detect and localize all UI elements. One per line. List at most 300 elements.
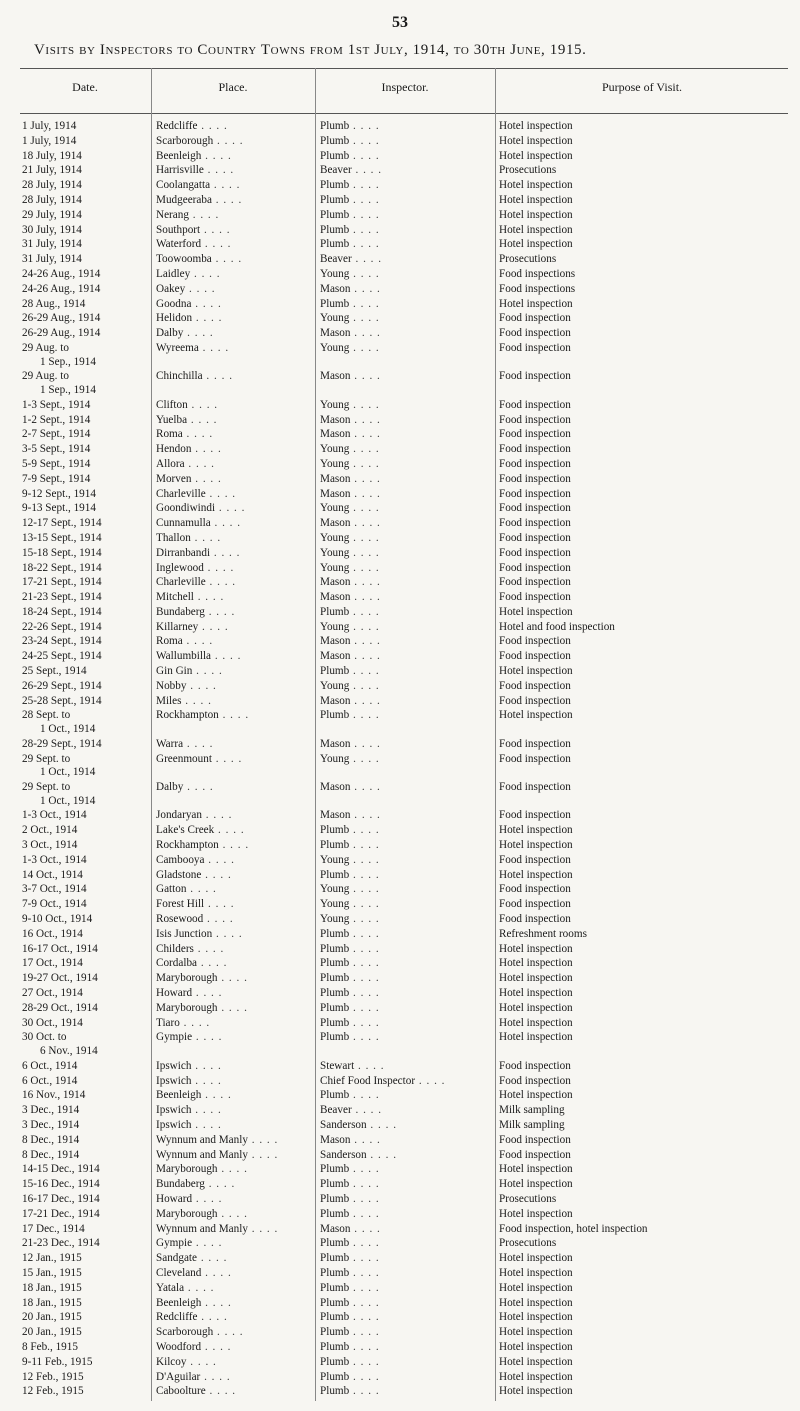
visit-place: Mitchell . . <box>156 591 312 605</box>
visit-date-line: 14-15 Dec., 1914 <box>22 1163 100 1176</box>
table-row <box>0 709 800 737</box>
visit-purpose: Hotel inspection <box>499 1311 573 1324</box>
visit-inspector: Plumb . . <box>320 987 492 1001</box>
table-row <box>0 781 800 809</box>
visit-date <box>22 194 150 208</box>
visit-inspector: Plumb . . <box>320 1017 492 1031</box>
visit-inspector: Stewart . . <box>320 1060 492 1074</box>
visit-date-line: 3 Dec., 1914 <box>22 1118 80 1131</box>
visit-place: Gladstone . . <box>156 869 312 883</box>
visit-place: Tiaro . . <box>156 1017 312 1031</box>
visit-date <box>22 695 150 709</box>
visit-date-line: 9-12 Sept., 1914 <box>22 487 96 500</box>
visit-date <box>22 327 150 341</box>
visit-date <box>22 179 150 193</box>
visit-date <box>22 972 150 986</box>
visit-inspector: Plumb . . <box>320 1193 492 1207</box>
visit-date <box>22 854 150 868</box>
visit-date-line: 27 Oct., 1914 <box>22 987 83 999</box>
visit-place: Rockhampton . . <box>156 709 312 723</box>
visit-purpose: Hotel inspection <box>499 1001 573 1014</box>
visit-inspector: Mason . . <box>320 591 492 605</box>
table-row <box>0 1341 800 1356</box>
visit-date <box>22 443 150 457</box>
visit-date-line: 9-11 Feb., 1915 <box>22 1355 93 1368</box>
visit-date-line: 29 Aug. to <box>22 341 69 354</box>
visit-date <box>22 298 150 312</box>
visit-purpose: Hotel inspection <box>499 223 573 236</box>
table-row <box>0 1267 800 1282</box>
visit-date <box>22 591 150 605</box>
visit-date <box>22 488 150 502</box>
visit-purpose: Prosecutions <box>499 1192 557 1205</box>
visit-date-line: 1-3 Sept., 1914 <box>22 398 91 411</box>
visit-inspector: Sanderson . . <box>320 1119 492 1133</box>
table-row <box>0 1385 800 1400</box>
visit-date-line: 5-9 Sept., 1914 <box>22 457 91 470</box>
visit-date <box>22 120 150 134</box>
visit-date-line: 30 Oct., 1914 <box>22 1016 83 1029</box>
visit-purpose: Food inspections <box>499 282 576 295</box>
visit-inspector: Beaver . . <box>320 253 492 267</box>
visit-date-line: 17-21 Sept., 1914 <box>22 576 102 589</box>
visit-date-line: 17-21 Dec., 1914 <box>22 1207 100 1220</box>
visit-place: Scarborough . . <box>156 135 312 149</box>
visit-date <box>22 1149 150 1163</box>
visit-inspector: Plumb . . <box>320 120 492 134</box>
visit-place: Southport . . <box>156 224 312 238</box>
visit-date <box>22 1326 150 1340</box>
visit-inspector: Plumb . . <box>320 928 492 942</box>
visit-date-line: 21 July, 1914 <box>22 164 82 177</box>
visit-date-line: 3-7 Oct., 1914 <box>22 883 87 896</box>
visit-date-line: 18-22 Sept., 1914 <box>22 561 102 574</box>
visit-purpose: Hotel inspection <box>499 149 573 162</box>
visit-purpose: Food inspection <box>499 487 571 500</box>
visit-date-line: 3-5 Sept., 1914 <box>22 443 91 456</box>
visit-date-line: 31 July, 1914 <box>22 253 82 266</box>
visit-inspector: Plumb . . <box>320 1385 492 1399</box>
table-row <box>0 1297 800 1312</box>
visit-date-line: 28-29 Sept., 1914 <box>22 737 102 750</box>
visit-date-line: 28 July, 1914 <box>22 193 82 206</box>
visit-inspector: Mason . . <box>320 1134 492 1148</box>
visit-place: Forest Hill . . <box>156 898 312 912</box>
table-row <box>0 120 800 135</box>
visit-purpose: Prosecutions <box>499 253 557 266</box>
visit-purpose: Food inspection <box>499 635 571 648</box>
visit-date <box>22 665 150 679</box>
visit-date <box>22 517 150 531</box>
visit-inspector: Chief Food Inspector . . <box>320 1075 492 1089</box>
table-row <box>0 312 800 327</box>
visit-inspector: Plumb . . <box>320 1297 492 1311</box>
visit-date-line: 7-9 Oct., 1914 <box>22 898 87 911</box>
table-row <box>0 576 800 591</box>
visit-purpose: Food inspection <box>499 457 571 470</box>
visit-inspector: Plumb . . <box>320 1163 492 1177</box>
table-row <box>0 342 800 370</box>
column-header-purpose: Purpose of Visit. <box>601 80 683 94</box>
visit-inspector: Plumb . . <box>320 1178 492 1192</box>
visit-inspector: Young . . <box>320 547 492 561</box>
table-row <box>0 753 800 781</box>
visit-purpose: Hotel inspection <box>499 208 573 221</box>
visit-place: Roma . . <box>156 428 312 442</box>
visit-purpose: Hotel inspection <box>499 1163 573 1176</box>
visit-inspector: Mason . . <box>320 738 492 752</box>
visit-inspector: Plumb . . <box>320 1252 492 1266</box>
visit-date <box>22 238 150 252</box>
visit-date <box>22 809 150 823</box>
visit-place: Morven . . <box>156 473 312 487</box>
visit-place: Oakey . . <box>156 283 312 297</box>
visit-date-line: 7-9 Sept., 1914 <box>22 472 91 485</box>
visit-place: Ipswich . . <box>156 1060 312 1074</box>
visit-purpose: Hotel inspection <box>499 665 573 678</box>
table-row <box>0 1252 800 1267</box>
visit-date-line: 26-29 Sept., 1914 <box>22 679 102 692</box>
visit-date <box>22 1208 150 1222</box>
table-row <box>0 635 800 650</box>
visit-place: Cambooya . . <box>156 854 312 868</box>
visit-date-line: 1-2 Sept., 1914 <box>22 413 91 426</box>
visit-date <box>22 781 150 808</box>
visit-place: Allora . . <box>156 458 312 472</box>
visit-purpose: Hotel inspection <box>499 1385 573 1398</box>
visit-purpose: Hotel inspection <box>499 987 573 999</box>
table-row <box>0 809 800 824</box>
visit-inspector: Mason . . <box>320 809 492 823</box>
table-row <box>0 1371 800 1386</box>
table-row <box>0 1193 800 1208</box>
visit-date-line: 12 Feb., 1915 <box>22 1370 84 1383</box>
visit-inspector: Mason . . <box>320 370 492 384</box>
visit-place: Yatala . . <box>156 1282 312 1296</box>
visit-date-line: 1 Oct., 1914 <box>40 794 96 807</box>
visit-place: Childers . . <box>156 943 312 957</box>
visit-purpose: Food inspection <box>499 1059 571 1072</box>
visit-date-line: 16 Nov., 1914 <box>22 1089 86 1102</box>
visit-place: Yuelba . . <box>156 414 312 428</box>
visit-purpose: Hotel inspection <box>499 1370 573 1383</box>
visit-purpose: Food inspection <box>499 443 571 456</box>
visit-date <box>22 1002 150 1016</box>
visit-purpose: Milk sampling <box>499 1118 565 1131</box>
table-row <box>0 194 800 209</box>
visit-purpose: Hotel inspection <box>499 824 573 837</box>
visit-inspector: Plumb . . <box>320 1341 492 1355</box>
visit-date <box>22 1223 150 1237</box>
visit-inspector: Plumb . . <box>320 1371 492 1385</box>
visit-date-line: 16 Oct., 1914 <box>22 927 83 940</box>
table-row <box>0 532 800 547</box>
table-row <box>0 1119 800 1134</box>
visit-purpose: Hotel inspection <box>499 957 573 970</box>
visit-inspector: Mason . . <box>320 327 492 341</box>
table-row <box>0 972 800 987</box>
visit-date-line: 9-10 Oct., 1914 <box>22 913 93 926</box>
visit-place: Wynnum and Manly . . <box>156 1149 312 1163</box>
visit-date <box>22 943 150 957</box>
visit-inspector: Mason . . <box>320 1223 492 1237</box>
visit-date <box>22 399 150 413</box>
visit-place: Miles . . <box>156 695 312 709</box>
visit-inspector: Plumb . . <box>320 1002 492 1016</box>
visit-inspector: Young . . <box>320 312 492 326</box>
visit-date <box>22 1237 150 1251</box>
visit-date-line: 6 Oct., 1914 <box>22 1059 78 1072</box>
visit-inspector: Mason . . <box>320 650 492 664</box>
table-row <box>0 621 800 636</box>
table-row <box>0 502 800 517</box>
table-top-rule <box>20 68 788 69</box>
table-row <box>0 1223 800 1238</box>
visit-inspector: Plumb . . <box>320 957 492 971</box>
visit-inspector: Mason . . <box>320 414 492 428</box>
visit-place: Roma . . <box>156 635 312 649</box>
visit-purpose: Food inspection <box>499 413 571 426</box>
table-row <box>0 606 800 621</box>
visit-date <box>22 312 150 326</box>
visit-date-line: 15-16 Dec., 1914 <box>22 1178 100 1191</box>
visit-place: Maryborough . . <box>156 1002 312 1016</box>
visit-date <box>22 1311 150 1325</box>
visit-purpose: Hotel and food inspection <box>499 620 615 633</box>
visit-date-line: 15-18 Sept., 1914 <box>22 546 102 559</box>
visit-date-line: 19-27 Oct., 1914 <box>22 972 98 985</box>
table-row <box>0 370 800 398</box>
visit-purpose: Prosecutions <box>499 1237 557 1250</box>
column-header-inspector: Inspector. <box>381 80 429 94</box>
visit-date-line: 18 July, 1914 <box>22 149 82 162</box>
visit-purpose: Hotel inspection <box>499 134 573 147</box>
visit-inspector: Plumb . . <box>320 298 492 312</box>
visit-date <box>22 428 150 442</box>
visit-date-line: 8 Feb., 1915 <box>22 1340 78 1353</box>
table-row <box>0 135 800 150</box>
visit-inspector: Plumb . . <box>320 179 492 193</box>
visit-date-line: 18 Jan., 1915 <box>22 1296 82 1309</box>
visit-purpose: Hotel inspection <box>499 1178 573 1191</box>
visit-date-line: 24-26 Aug., 1914 <box>22 267 101 280</box>
visit-date-line: 24-26 Aug., 1914 <box>22 282 101 295</box>
visit-inspector: Plumb . . <box>320 1089 492 1103</box>
visit-place: Isis Junction . . <box>156 928 312 942</box>
table-row <box>0 399 800 414</box>
visit-inspector: Young . . <box>320 621 492 635</box>
visit-purpose: Hotel inspection <box>499 972 573 985</box>
visit-date <box>22 621 150 635</box>
column-header-place: Place. <box>218 80 248 94</box>
table-row <box>0 987 800 1002</box>
visit-purpose: Food inspection <box>499 737 571 750</box>
visit-date <box>22 680 150 694</box>
visit-purpose: Food inspection <box>499 752 571 765</box>
visit-date-line: 9-13 Sept., 1914 <box>22 502 96 515</box>
visit-date <box>22 164 150 178</box>
visit-inspector: Mason . . <box>320 781 492 795</box>
visit-date <box>22 1075 150 1089</box>
visit-date-line: 1 Oct., 1914 <box>40 766 96 779</box>
visit-purpose: Food inspection <box>499 1133 571 1146</box>
visit-date <box>22 1163 150 1177</box>
visit-date <box>22 458 150 472</box>
visit-date <box>22 150 150 164</box>
visit-place: Woodford . . <box>156 1341 312 1355</box>
table-row <box>0 1104 800 1119</box>
visit-purpose: Hotel inspection <box>499 297 573 310</box>
visit-place: Kilcoy . . <box>156 1356 312 1370</box>
visit-purpose: Hotel inspection <box>499 1355 573 1368</box>
visit-date <box>22 283 150 297</box>
visit-inspector: Young . . <box>320 753 492 767</box>
visit-purpose: Food inspection <box>499 853 571 866</box>
visit-date-line: 28 Sept. to <box>22 709 71 722</box>
visit-date <box>22 928 150 942</box>
visit-date-line: 1 Sep., 1914 <box>40 355 96 368</box>
visit-place: Sandgate . . <box>156 1252 312 1266</box>
visit-place: Beenleigh . . <box>156 150 312 164</box>
table-row <box>0 824 800 839</box>
table-row <box>0 488 800 503</box>
table-row <box>0 164 800 179</box>
visit-place: Ipswich . . <box>156 1119 312 1133</box>
visit-inspector: Plumb . . <box>320 1031 492 1045</box>
visit-date-line: 1-3 Oct., 1914 <box>22 853 87 866</box>
visit-purpose: Food inspection <box>499 694 571 707</box>
table-row <box>0 179 800 194</box>
visit-place: Ipswich . . <box>156 1075 312 1089</box>
visit-date <box>22 1297 150 1311</box>
visit-inspector: Young . . <box>320 532 492 546</box>
visit-date-line: 26-29 Aug., 1914 <box>22 312 101 325</box>
table-row <box>0 1163 800 1178</box>
visit-inspector: Mason . . <box>320 473 492 487</box>
visit-date <box>22 370 150 397</box>
visit-date-line: 2 Oct., 1914 <box>22 824 78 837</box>
visit-place: Greenmount . . <box>156 753 312 767</box>
visit-purpose: Food inspection <box>499 883 571 896</box>
visit-date-line: 1 Oct., 1914 <box>40 723 96 736</box>
visit-inspector: Plumb . . <box>320 839 492 853</box>
visit-purpose: Hotel inspection <box>499 709 573 722</box>
visit-place: Coolangatta . . <box>156 179 312 193</box>
table-row <box>0 928 800 943</box>
visit-date-line: 20 Jan., 1915 <box>22 1311 82 1324</box>
visit-place: Bundaberg . . <box>156 1178 312 1192</box>
table-row <box>0 517 800 532</box>
visit-date-line: 3 Oct., 1914 <box>22 839 78 852</box>
visit-place: Maryborough . . <box>156 1163 312 1177</box>
table-row <box>0 1031 800 1059</box>
page-number: 53 <box>392 14 408 31</box>
table-row <box>0 854 800 869</box>
table-row <box>0 298 800 313</box>
visit-date-line: 1 July, 1914 <box>22 134 77 147</box>
visit-place: Rockhampton . . <box>156 839 312 853</box>
table-row <box>0 414 800 429</box>
visit-date-line: 16-17 Oct., 1914 <box>22 942 98 955</box>
visit-purpose: Hotel inspection <box>499 1016 573 1029</box>
visit-date-line: 17 Dec., 1914 <box>22 1222 85 1235</box>
visit-inspector: Young . . <box>320 342 492 356</box>
visit-date <box>22 753 150 780</box>
visit-purpose: Hotel inspection <box>499 1207 573 1220</box>
visits-table-body <box>0 120 800 1400</box>
table-row <box>0 150 800 165</box>
visit-place: Maryborough . . <box>156 1208 312 1222</box>
visit-date <box>22 1119 150 1133</box>
table-row <box>0 869 800 884</box>
visit-purpose: Food inspection <box>499 913 571 926</box>
visit-date-line: 15 Jan., 1915 <box>22 1266 82 1279</box>
visit-purpose: Food inspection <box>499 650 571 663</box>
visit-place: Thallon . . <box>156 532 312 546</box>
visit-date <box>22 1017 150 1031</box>
table-row <box>0 1356 800 1371</box>
visit-date-line: 28 Aug., 1914 <box>22 297 86 310</box>
visit-purpose: Hotel inspection <box>499 1340 573 1353</box>
visit-place: Wallumbilla . . <box>156 650 312 664</box>
visit-inspector: Young . . <box>320 854 492 868</box>
table-row <box>0 238 800 253</box>
visit-date-line: 29 Aug. to <box>22 370 69 383</box>
visit-date <box>22 547 150 561</box>
visit-purpose: Hotel inspection <box>499 193 573 206</box>
visit-inspector: Plumb . . <box>320 709 492 723</box>
visit-place: Nerang . . <box>156 209 312 223</box>
visit-inspector: Plumb . . <box>320 224 492 238</box>
visit-date-line: 1-3 Oct., 1914 <box>22 809 87 822</box>
visit-inspector: Plumb . . <box>320 194 492 208</box>
visit-date-line: 26-29 Aug., 1914 <box>22 327 101 340</box>
visit-place: D'Aguilar . . <box>156 1371 312 1385</box>
table-row <box>0 898 800 913</box>
visit-purpose: Food inspection <box>499 1074 571 1087</box>
table-row <box>0 1134 800 1149</box>
visit-purpose: Prosecutions <box>499 164 557 177</box>
visit-inspector: Beaver . . <box>320 1104 492 1118</box>
visit-purpose: Hotel inspection <box>499 1031 573 1044</box>
visit-inspector: Plumb . . <box>320 606 492 620</box>
visit-purpose: Hotel inspection <box>499 839 573 852</box>
visit-date <box>22 606 150 620</box>
visit-date <box>22 1178 150 1192</box>
visit-date <box>22 1193 150 1207</box>
table-row <box>0 680 800 695</box>
visit-purpose: Hotel inspection <box>499 1281 573 1294</box>
table-row <box>0 1282 800 1297</box>
visit-date-line: 30 Oct. to <box>22 1031 67 1044</box>
visit-date-line: 28 July, 1914 <box>22 179 82 192</box>
visit-date <box>22 824 150 838</box>
visit-date <box>22 1371 150 1385</box>
visit-date <box>22 135 150 149</box>
visit-inspector: Plumb . . <box>320 824 492 838</box>
visit-inspector: Mason . . <box>320 428 492 442</box>
visit-place: Waterford . . <box>156 238 312 252</box>
visit-date <box>22 839 150 853</box>
visit-date-line: 29 Sept. to <box>22 781 71 794</box>
visit-purpose: Food inspection <box>499 809 571 822</box>
visit-place: Cleveland . . <box>156 1267 312 1281</box>
visit-inspector: Plumb . . <box>320 1208 492 1222</box>
visit-purpose: Hotel inspection <box>499 942 573 955</box>
visit-purpose: Hotel inspection <box>499 120 573 132</box>
visit-place: Warra . . <box>156 738 312 752</box>
visit-inspector: Young . . <box>320 883 492 897</box>
